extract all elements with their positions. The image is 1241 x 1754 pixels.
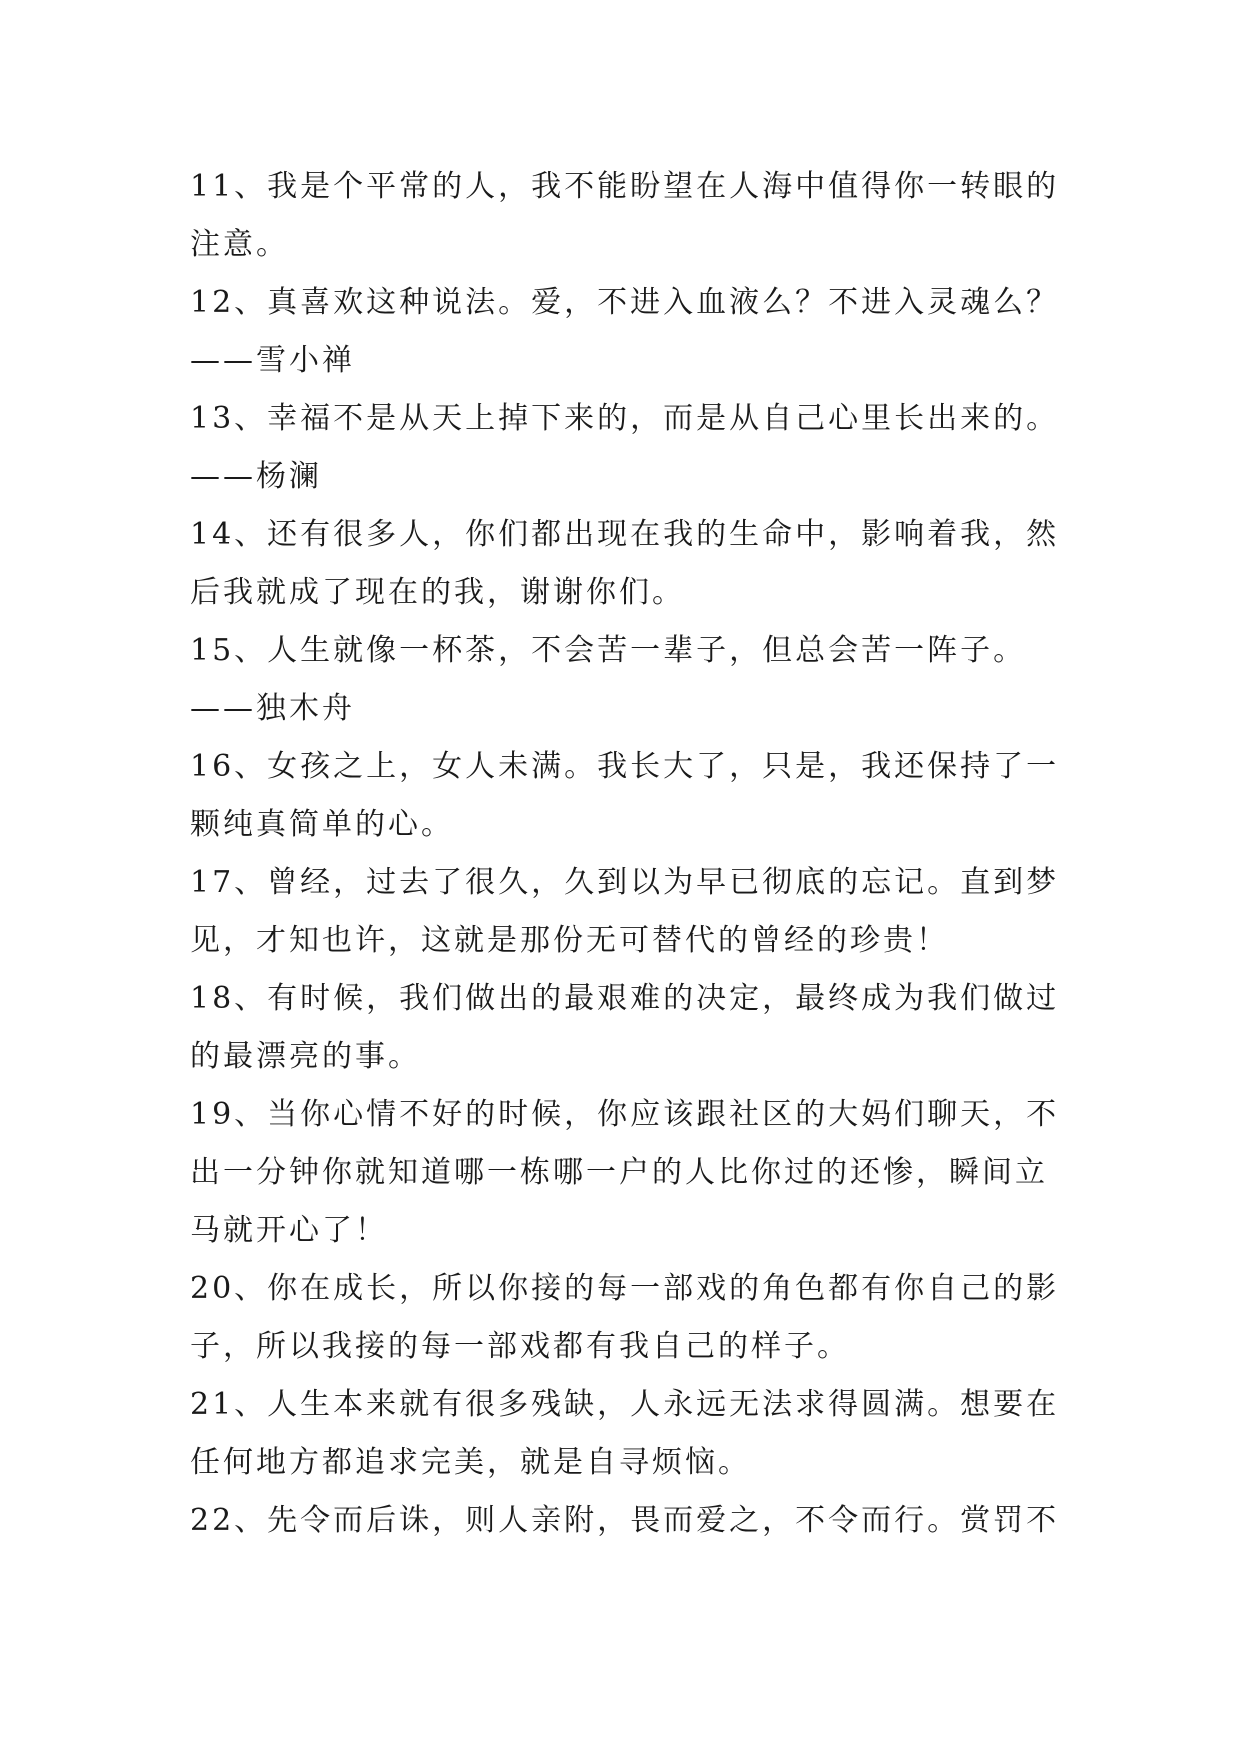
- text-line: 马就开心了！: [190, 1213, 388, 1248]
- text-line: 21、人生本来就有很多残缺，人永远无法求得圆满。想要在: [190, 1387, 1060, 1422]
- text-line: ——雪小禅: [190, 343, 355, 378]
- text-line: 的最漂亮的事。: [190, 1039, 421, 1074]
- text-line: 19、当你心情不好的时候，你应该跟社区的大妈们聊天，不: [190, 1097, 1060, 1132]
- text-line: 任何地方都追求完美，就是自寻烦恼。: [190, 1445, 751, 1480]
- text-line: 11、我是个平常的人，我不能盼望在人海中值得你一转眼的: [190, 169, 1060, 204]
- document-page: [190, 158, 1070, 1550]
- text-line: 22、先令而后诛，则人亲附，畏而爱之，不令而行。赏罚不: [190, 1503, 1060, 1538]
- text-line: 注意。: [190, 227, 289, 262]
- text-line: ——独木舟: [190, 691, 355, 726]
- text-line: 16、女孩之上，女人未满。我长大了，只是，我还保持了一: [190, 749, 1060, 784]
- text-line: 18、有时候，我们做出的最艰难的决定，最终成为我们做过: [190, 981, 1060, 1016]
- text-line: 12、真喜欢这种说法。爱，不进入血液么？不进入灵魂么？: [190, 285, 1060, 320]
- text-line: 20、你在成长，所以你接的每一部戏的角色都有你自己的影: [190, 1271, 1060, 1306]
- text-line: 颗纯真简单的心。: [190, 807, 454, 842]
- text-line: 见，才知也许，这就是那份无可替代的曾经的珍贵！: [190, 923, 949, 958]
- text-line: 14、还有很多人，你们都出现在我的生命中，影响着我，然: [190, 517, 1060, 552]
- text-line: 17、曾经，过去了很久，久到以为早已彻底的忘记。直到梦: [190, 865, 1060, 900]
- text-line: ——杨澜: [190, 459, 322, 494]
- text-line: 15、人生就像一杯茶，不会苦一辈子，但总会苦一阵子。: [190, 633, 1027, 668]
- text-line: 后我就成了现在的我，谢谢你们。: [190, 575, 685, 610]
- text-line: 13、幸福不是从天上掉下来的，而是从自己心里长出来的。: [190, 401, 1060, 436]
- text-line: 子，所以我接的每一部戏都有我自己的样子。: [190, 1329, 850, 1364]
- text-line: 出一分钟你就知道哪一栋哪一户的人比你过的还惨，瞬间立: [190, 1155, 1048, 1190]
